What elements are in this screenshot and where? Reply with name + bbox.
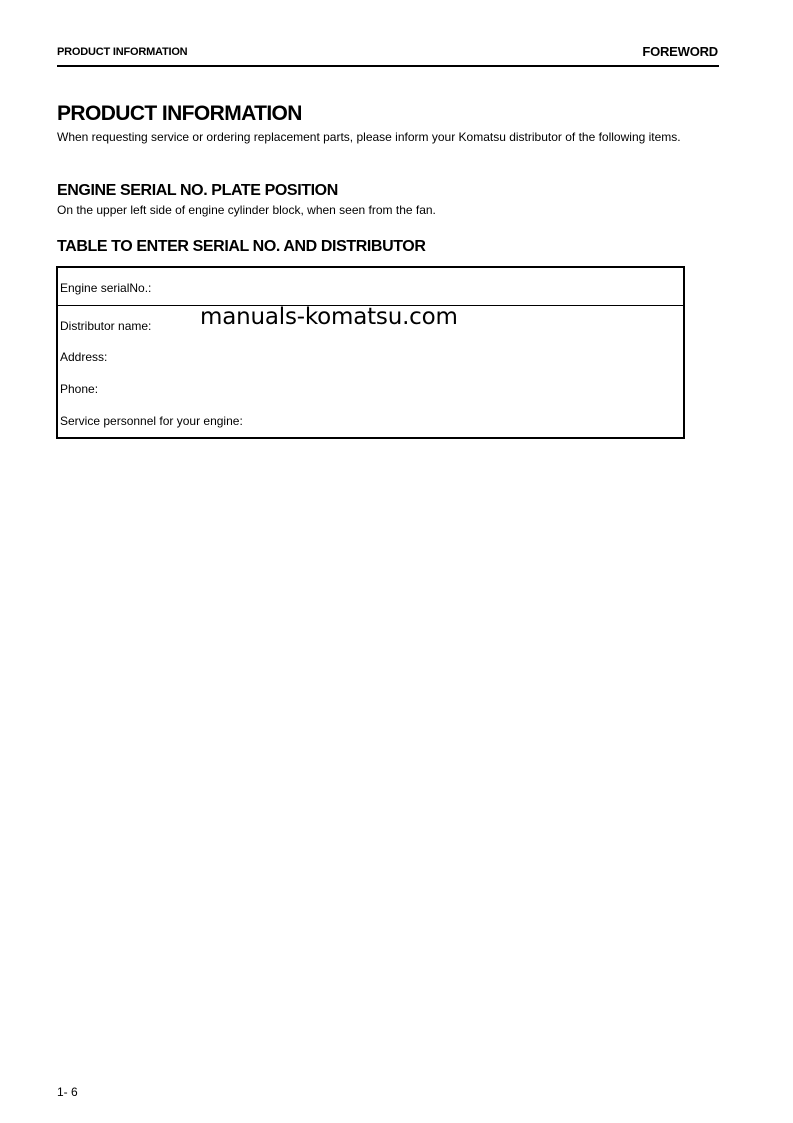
phone-label: Phone: — [60, 382, 99, 396]
header-section-label: PRODUCT INFORMATION — [57, 46, 188, 58]
intro-paragraph: When requesting service or ordering replacement parts, please inform your Komatsu distributor of the following items. — [57, 130, 681, 144]
service-personnel-label: Service personnel for your engine: — [60, 414, 243, 428]
address-label: Address: — [60, 350, 108, 364]
engine-serial-row — [58, 268, 683, 306]
header-chapter-label: FOREWORD — [642, 44, 718, 59]
section-heading-serial-table: TABLE TO ENTER SERIAL NO. AND DISTRIBUTOR — [57, 238, 426, 255]
distributor-name-label: Distributor name: — [60, 319, 152, 333]
section-heading-plate-position: ENGINE SERIAL NO. PLATE POSITION — [57, 182, 338, 199]
header-divider — [57, 65, 719, 67]
plate-position-text: On the upper left side of engine cylinder block, when seen from the fan. — [57, 203, 436, 217]
page-title: PRODUCT INFORMATION — [57, 102, 302, 125]
page-number: 1- 6 — [57, 1085, 78, 1099]
watermark: manuals-komatsu.com — [200, 304, 458, 330]
serial-distributor-table — [56, 266, 685, 439]
engine-serial-label: Engine serialNo.: — [60, 281, 152, 295]
